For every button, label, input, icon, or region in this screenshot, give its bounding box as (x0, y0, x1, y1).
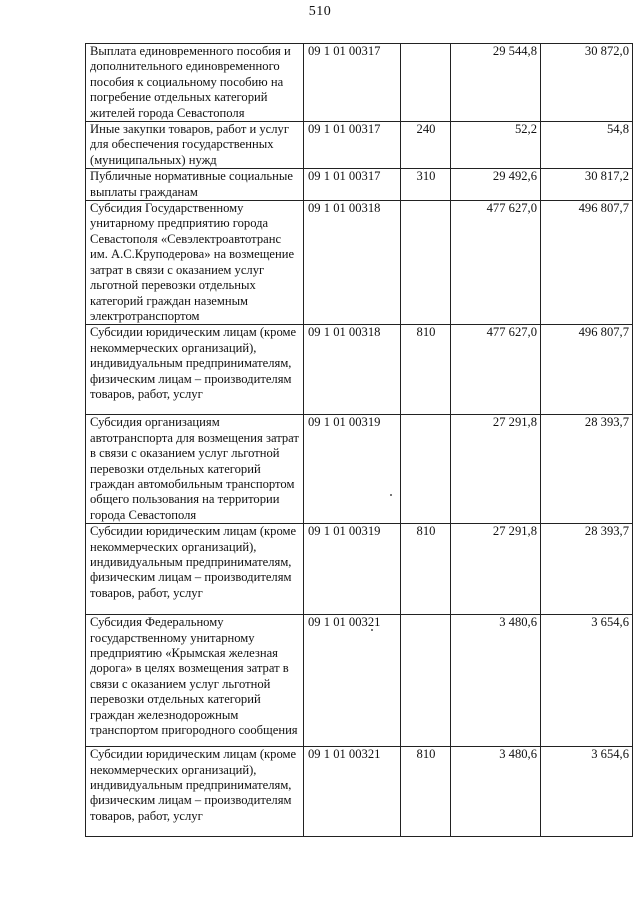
amount-year2-cell: 54,8 (541, 122, 633, 169)
table-row (86, 44, 633, 122)
expense-type-cell (401, 44, 451, 122)
row-name: Субсидии юридическим лицам (кроме некоммерческих организаций), индивидуальным предпринимателям, физическим лицам – производителям товаров, работ, услуг (90, 524, 297, 600)
amount-year1-cell: 3 480,6 (451, 615, 541, 747)
row-name: Субсидия Государственному унитарному предприятию города Севастополя «Севэлектроавтотранс им. А.С.Круподерова» на возмещение затрат в связи с оказанием услуг льготной перевозки отдельных категорий граждан наземным электротранспортом (90, 201, 295, 323)
row-name: Выплата единовременного пособия и дополнительного единовременного пособия к социальному пособию на погребение отдельных категорий жителей города Севастополя (90, 44, 291, 120)
expense-type-cell: 810 (401, 747, 451, 837)
amount-year2-cell: 3 654,6 (541, 615, 633, 747)
expense-type-cell (401, 615, 451, 747)
amount-year2-cell: 30 817,2 (541, 169, 633, 201)
row-name-cell (86, 615, 304, 747)
page-number: 510 (308, 4, 332, 19)
row-name-cell (86, 524, 304, 615)
amount-year1-cell: 29 492,6 (451, 169, 541, 201)
scan-speck (390, 494, 392, 496)
target-code-cell: 09 1 01 00321 (304, 747, 401, 837)
row-name: Иные закупки товаров, работ и услуг для обеспечения государственных (муниципальных) нужд (90, 122, 290, 167)
table-row (86, 122, 633, 169)
table-body (86, 44, 633, 837)
expense-type-cell (401, 201, 451, 325)
target-code-cell: 09 1 01 00319 (304, 415, 401, 524)
row-name-cell (86, 325, 304, 415)
row-name: Субсидии юридическим лицам (кроме некоммерческих организаций), индивидуальным предпринимателям, физическим лицам – производителям товаров, работ, услуг (90, 747, 297, 823)
amount-year2-cell: 28 393,7 (541, 415, 633, 524)
target-code-cell: 09 1 01 00321 (304, 615, 401, 747)
expense-type-cell: 810 (401, 524, 451, 615)
amount-year1-cell: 52,2 (451, 122, 541, 169)
table-row (86, 201, 633, 325)
row-name-cell (86, 201, 304, 325)
table-row (86, 524, 633, 615)
amount-year1-cell: 3 480,6 (451, 747, 541, 837)
amount-year1-cell: 27 291,8 (451, 415, 541, 524)
target-code-cell: 09 1 01 00317 (304, 169, 401, 201)
table-row (86, 169, 633, 201)
target-code-cell: 09 1 01 00318 (304, 201, 401, 325)
target-code-cell: 09 1 01 00319 (304, 524, 401, 615)
expense-type-cell: 810 (401, 325, 451, 415)
budget-table (85, 43, 633, 837)
table-row (86, 415, 633, 524)
row-name: Субсидия Федеральному государственному унитарному предприятию «Крымская железная дорога» в целях возмещения затрат в связи с оказанием услуг льготной перевозки отдельных категорий граждан железнодорожным транспортом пригородного сообщения (90, 615, 298, 737)
table-row (86, 747, 633, 837)
target-code-cell: 09 1 01 00317 (304, 44, 401, 122)
amount-year1-cell: 27 291,8 (451, 524, 541, 615)
row-name: Публичные нормативные социальные выплаты гражданам (90, 169, 293, 199)
amount-year2-cell: 496 807,7 (541, 201, 633, 325)
row-name-cell (86, 169, 304, 201)
scan-speck (371, 629, 373, 631)
row-name: Субсидии юридическим лицам (кроме некоммерческих организаций), индивидуальным предпринимателям, физическим лицам – производителям товаров, работ, услуг (90, 325, 297, 401)
target-code-cell: 09 1 01 00318 (304, 325, 401, 415)
expense-type-cell (401, 415, 451, 524)
expense-type-cell: 240 (401, 122, 451, 169)
amount-year1-cell: 477 627,0 (451, 201, 541, 325)
amount-year2-cell: 30 872,0 (541, 44, 633, 122)
row-name-cell (86, 44, 304, 122)
target-code-cell: 09 1 01 00317 (304, 122, 401, 169)
amount-year1-cell: 29 544,8 (451, 44, 541, 122)
expense-type-cell: 310 (401, 169, 451, 201)
amount-year2-cell: 3 654,6 (541, 747, 633, 837)
table-row (86, 615, 633, 747)
row-name: Субсидия организациям автотранспорта для возмещения затрат в связи с оказанием услуг льготной перевозки отдельных категорий граждан автомобильным транспортом общего пользования на территории города Севастополя (90, 415, 299, 522)
row-name-cell (86, 415, 304, 524)
amount-year2-cell: 28 393,7 (541, 524, 633, 615)
table-row (86, 325, 633, 415)
amount-year2-cell: 496 807,7 (541, 325, 633, 415)
row-name-cell (86, 747, 304, 837)
amount-year1-cell: 477 627,0 (451, 325, 541, 415)
row-name-cell (86, 122, 304, 169)
